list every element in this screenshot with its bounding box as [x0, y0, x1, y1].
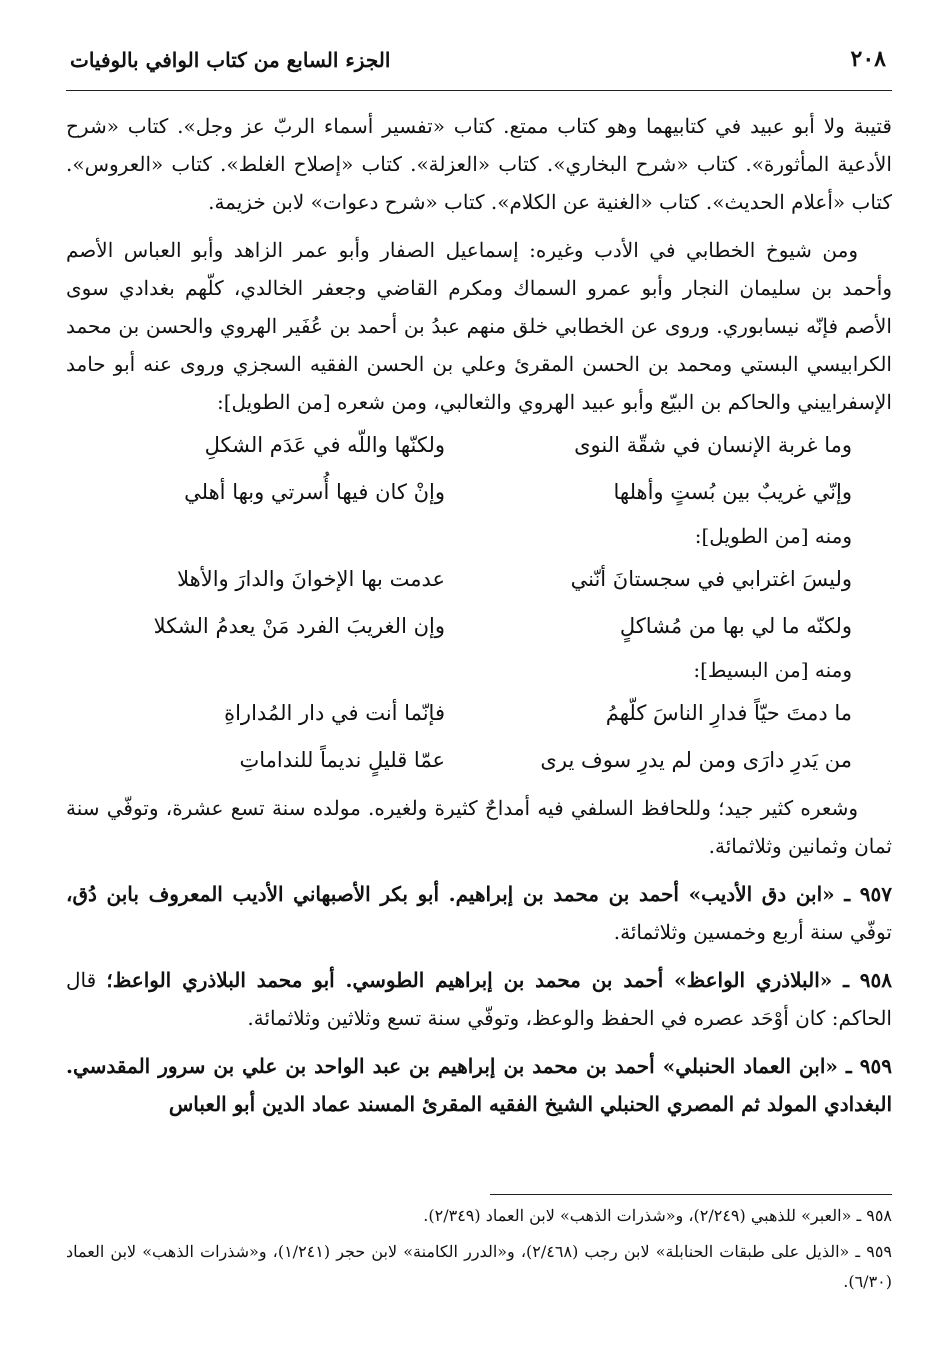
hemistich: عدمت بها الإخوانَ والدارَ والأهلا — [177, 566, 445, 591]
poem-1 — [66, 421, 892, 515]
footnote-divider — [490, 1194, 892, 1195]
hemistich: وإنْ كان فيها أُسرتي وبها أهلي — [184, 479, 445, 504]
hemistich: ما دمتَ حيّاً فدارِ الناسَ كلّهمُ — [605, 700, 852, 725]
paragraph-closing: وشعره كثير جيد؛ وللحافظ السلفي فيه أمداحٌ كثيرة ولغيره. مولده سنة تسع عشرة، وتوفّي سنة ثمان وثمانين وثلاثمائة. — [66, 796, 892, 858]
entry-958 — [66, 961, 892, 1037]
hemistich: وإنّي غريبٌ بين بُستٍ وأهلها — [613, 479, 852, 504]
poem-3-verse-2 — [66, 736, 892, 783]
running-head — [66, 42, 892, 91]
poem-3-verse-1 — [66, 689, 892, 736]
paragraph-book-list: قتيبة ولا أبو عبيد في كتابيهما وهو كتاب ممتع. كتاب «تفسير أسماء الربّ عز وجل». كتاب «شرح الأدعية المأثورة». كتاب «شرح البخاري». كتاب «العزلة». كتاب «إصلاح الغلط». كتاب «العروس». كتاب «أعلام الحديث». كتاب «الغنية عن الكلام». كتاب «شرح دعوات» لابن خزيمة. — [66, 114, 892, 214]
hemistich: فإنّما أنت في دار المُداراةِ — [224, 700, 445, 725]
hemistich: وما غربة الإنسان في شقّة النوى — [574, 432, 852, 457]
entry-heading: ٩٥٩ ـ «ابن العماد الحنبلي» أحمد بن محمد بن إبراهيم بن عبد الواحد بن علي بن سرور المقدسي. البغدادي المولد ثم المصري الحنبلي الشيخ الفقيه المقرئ المسند عماد الدين أبو العباس — [66, 1054, 892, 1116]
poem-1-verse-1 — [66, 421, 892, 468]
poem-2 — [66, 517, 892, 649]
poem-2-label: ومنه [من الطويل]: — [694, 524, 852, 548]
footnote-959: ٩٥٩ ـ «الذيل على طبقات الحنابلة» لابن رجب (٢/٤٦٨)، و«الدرر الكامنة» لابن حجر (١/٢٤١)، و«شذرات الذهب» لابن العماد (٦/٣٠). — [66, 1242, 892, 1291]
footnotes — [66, 1194, 892, 1297]
poem-2-verse-1 — [66, 555, 892, 602]
entry-heading: ٩٥٧ ـ «ابن دق الأديب» أحمد بن محمد بن إبراهيم. أبو بكر الأصبهاني الأديب المعروف بابن دُق، — [66, 882, 892, 906]
hemistich: ولكنّه ما لي بها من مُشاكلٍ — [619, 613, 852, 638]
paragraph-teachers: ومن شيوخ الخطابي في الأدب وغيره: إسماعيل الصفار وأبو عمر الزاهد وأبو العباس الأصم وأحمد بن سليمان النجار وأبو عمرو السماك ومكرم القاضي وجعفر الخالدي، كلّهم بغدادي سوى الأصم فإنّه نيسابوري. وروى عن الخطابي خلق منهم عبدُ بن أحمد بن عُفَير الهروي والحسن بن محمد الكرابيسي البستي ومحمد بن الحسن المقرئ وعلي بن الحسن الفقيه السجزي وروى عنه أبو حامد الإسفراييني والحاكم بن البيّع وأبو عبيد الهروي والثعالبي، ومن شعره [من الطويل]: — [66, 238, 892, 414]
poem-1-verse-2 — [66, 468, 892, 515]
hemistich: وليسَ اغترابي في سجستانَ أنّني — [570, 566, 852, 591]
hemistich: ولكنّها واللّه في عَدَم الشكلِ — [204, 432, 445, 457]
entry-text: توفّي سنة أربع وخمسين وثلاثمائة. — [613, 920, 892, 944]
entry-text: قال الحاكم: كان أوْحَد عصره في الحفظ والوعظ، وتوفّي سنة تسع وثلاثين وثلاثمائة. — [66, 968, 892, 1030]
hemistich: عمّا قليلٍ نديماً للنداماتِ — [239, 747, 445, 772]
book-page — [66, 42, 892, 1342]
running-title: الجزء السابع من كتاب الوافي بالوفيات — [70, 48, 391, 72]
hemistich: من يَدرِ دارَى ومن لم يدرِ سوف يرى — [540, 747, 852, 772]
poem-3-label: ومنه [من البسيط]: — [693, 658, 852, 682]
entry-959 — [66, 1047, 892, 1123]
entry-heading: ٩٥٨ ـ «البلاذري الواعظ» أحمد بن محمد بن إبراهيم الطوسي. أبو محمد البلاذري الواعظ؛ — [106, 968, 892, 992]
page-number: ٢٠٨ — [850, 46, 886, 72]
page-body — [66, 107, 892, 1123]
poem-2-verse-2 — [66, 602, 892, 649]
poem-3 — [66, 651, 892, 783]
hemistich: وإن الغريبَ الفرد مَنْ يعدمُ الشكلا — [153, 613, 445, 638]
footnote-958: ٩٥٨ ـ «العبر» للذهبي (٢/٢٤٩)، و«شذرات الذهب» لابن العماد (٢/٣٤٩). — [423, 1206, 892, 1225]
entry-957 — [66, 875, 892, 951]
